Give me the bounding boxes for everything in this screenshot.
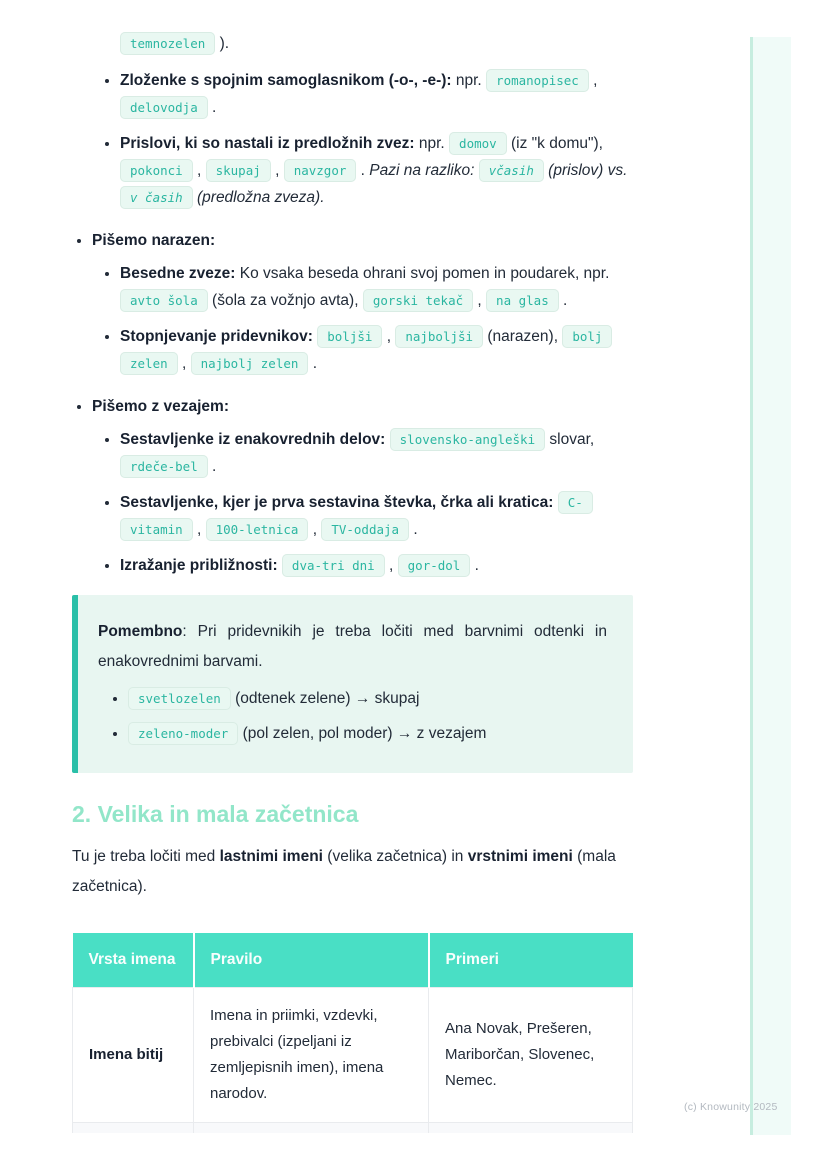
code-badge: avto šola bbox=[120, 289, 208, 312]
list-item: • Izražanje približnosti: dva-tri dni , gor-dol . bbox=[120, 552, 633, 579]
table-header-row bbox=[73, 933, 633, 988]
code-badge: boljši bbox=[317, 325, 382, 348]
code-badge: romanopisec bbox=[486, 69, 589, 92]
bold-text: lastnimi imeni bbox=[219, 848, 323, 865]
code-badge: v časih bbox=[120, 186, 193, 209]
written-separately-section bbox=[72, 227, 633, 377]
list-item: • zeleno-moder (pol zelen, pol moder) → z vezajem bbox=[128, 720, 607, 747]
bold-text: Stopnjevanje pridevnikov: bbox=[120, 328, 313, 345]
table-cell: Ana Novak, Prešeren, Mariborčan, Slovenec, Nemec. bbox=[429, 988, 633, 1123]
list-item: • Sestavljenke iz enakovrednih delov: slovensko-angleški slovar, rdeče-bel . bbox=[120, 426, 633, 480]
list-item bbox=[92, 393, 633, 579]
section-heading: 2. Velika in mala začetnica bbox=[72, 801, 359, 827]
code-badge: najbolj zelen bbox=[191, 352, 309, 375]
table-cell bbox=[194, 1123, 429, 1134]
bold-text: vrstnimi imeni bbox=[467, 848, 573, 865]
bold-text: Pomembno bbox=[98, 623, 183, 640]
code-badge: 100-letnica bbox=[206, 518, 309, 541]
bold-text: Besedne zveze: bbox=[120, 265, 236, 282]
bold-text: Pišemo z vezajem: bbox=[92, 398, 229, 415]
list-item: • Prislovi, ki so nastali iz predložnih zvez: npr. domov (iz "k domu"), pokonci , skupaj , navzgor . Pazi na razliko: včasih (prislov) vs. v časih (predložna zveza). bbox=[120, 130, 633, 211]
code-badge: svetlozelen bbox=[128, 687, 231, 710]
list-item-label bbox=[92, 393, 633, 421]
list-item: • Besedne zveze: Ko vsaka beseda ohrani svoj pomen in poudarek, npr. avto šola (šola za vožnjo avta), gorski tekač , na glas . bbox=[120, 260, 633, 314]
hyphenated-section bbox=[72, 393, 633, 579]
code-badge: bolj zelen bbox=[120, 325, 612, 375]
table-row bbox=[73, 988, 633, 1123]
code-badge: delovodja bbox=[120, 96, 208, 119]
page-edge-decoration bbox=[750, 37, 791, 1135]
bold-text: Zloženke s spojnim samoglasnikom (-o-, -e-): bbox=[120, 72, 452, 89]
code-badge: na glas bbox=[486, 289, 559, 312]
table-header-cell: Pravilo bbox=[194, 933, 429, 988]
callout-list bbox=[98, 685, 607, 747]
list-item: • Stopnjevanje pridevnikov: boljši , najboljši (narazen), bolj zelen , najbolj zelen . bbox=[120, 323, 633, 377]
table-cell: Imena bitij bbox=[73, 988, 194, 1123]
table-cell: Imena in priimki, vzdevki, prebivalci (izpeljani iz zemljepisnih imen), imena narodov. bbox=[194, 988, 429, 1123]
names-table bbox=[72, 933, 633, 1133]
table-cell bbox=[429, 1123, 633, 1134]
list-item-label bbox=[92, 227, 633, 255]
code-badge: včasih bbox=[479, 159, 544, 182]
code-badge: gorski tekač bbox=[363, 289, 473, 312]
bold-text: Sestavljenke iz enakovrednih delov: bbox=[120, 431, 386, 448]
code-badge: zeleno-moder bbox=[128, 722, 238, 745]
section-intro-paragraph: Tu je treba ločiti med lastnimi imeni (velika začetnica) in vrstnimi imeni (mala začetnica). bbox=[72, 848, 616, 895]
watermark: (c) Knowunity 2025 bbox=[684, 1101, 778, 1113]
code-badge: gor-dol bbox=[398, 554, 471, 577]
code-badge: pokonci bbox=[120, 159, 193, 182]
table-cell bbox=[73, 1123, 194, 1134]
intro-tail-line: temnozelen ). bbox=[120, 30, 633, 57]
code-badge: navzgor bbox=[284, 159, 357, 182]
italic-text: (prislov) vs. bbox=[543, 162, 628, 179]
bold-text: Pišemo narazen: bbox=[92, 232, 216, 249]
code-badge: najboljši bbox=[395, 325, 483, 348]
bold-text: Izražanje približnosti: bbox=[120, 557, 278, 574]
written-separately-sublist bbox=[92, 260, 633, 377]
list-item: • Sestavljenke, kjer je prva sestavina števka, črka ali kratica: C-vitamin , 100-letnica , TV-oddaja . bbox=[120, 489, 633, 543]
compound-words-list bbox=[72, 67, 633, 211]
table-header-cell: Vrsta imena bbox=[73, 933, 194, 988]
code-badge: skupaj bbox=[206, 159, 271, 182]
table-row bbox=[73, 1123, 633, 1134]
code-badge: slovensko-angleški bbox=[390, 428, 545, 451]
code-badge: temnozelen bbox=[120, 32, 215, 55]
code-badge: rdeče-bel bbox=[120, 455, 208, 478]
bold-text: Sestavljenke, kjer je prva sestavina števka, črka ali kratica: bbox=[120, 494, 554, 511]
table-header-cell: Primeri bbox=[429, 933, 633, 988]
hyphenated-sublist bbox=[92, 426, 633, 579]
page-content bbox=[72, 0, 633, 1133]
callout-text: Pomembno: Pri pridevnikih je treba ločiti med barvnimi odtenki in enakovrednimi barvami. bbox=[98, 623, 607, 670]
code-badge: TV-oddaja bbox=[321, 518, 409, 541]
list-item: • svetlozelen (odtenek zelene) → skupaj bbox=[128, 685, 607, 712]
list-item: • Zloženke s spojnim samoglasnikom (-o-, -e-): npr. romanopisec , delovodja . bbox=[120, 67, 633, 121]
bold-text: Prislovi, ki so nastali iz predložnih zvez: bbox=[120, 135, 415, 152]
italic-text: Pazi na razliko: bbox=[369, 162, 479, 179]
list-item bbox=[92, 227, 633, 377]
italic-text: (predložna zveza). bbox=[192, 189, 325, 206]
code-badge: C-vitamin bbox=[120, 491, 593, 541]
important-callout bbox=[72, 595, 633, 773]
code-badge: domov bbox=[449, 132, 507, 155]
code-badge: dva-tri dni bbox=[282, 554, 385, 577]
